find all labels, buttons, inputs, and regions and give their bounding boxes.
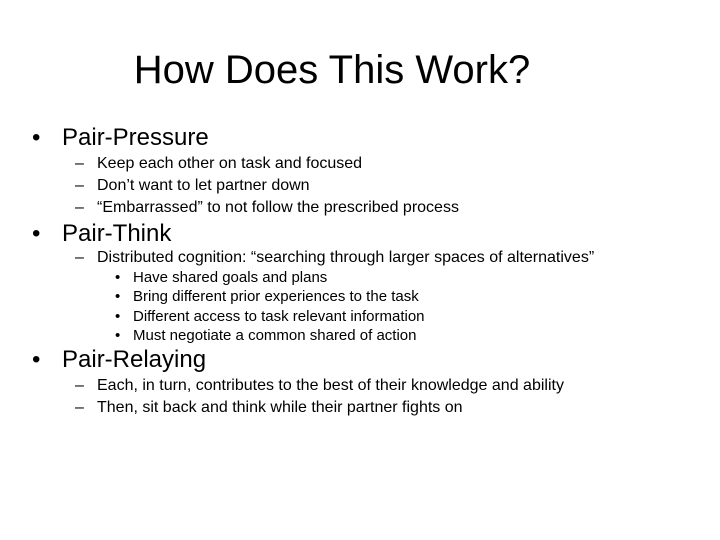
dash-icon: – [75,249,84,266]
bullet-icon: • [115,288,121,305]
sub-bullet [75,197,459,219]
sub-bullet-text: Don’t want to let partner down [97,177,310,194]
sub-bullet [75,247,594,269]
sub-bullet-text: Then, sit back and think while their partner fights on [97,399,463,416]
bullet-text: Pair-Pressure [62,124,209,151]
sub-sub-bullet [115,268,327,288]
sub-bullet [75,175,310,197]
dash-icon: – [75,399,84,416]
bullet-icon: • [32,220,41,247]
sub-sub-bullet-text: Have shared goals and plans [133,269,328,286]
sub-sub-bullet-text: Bring different prior experiences to the task [133,288,419,305]
slide-title: How Does This Work? [133,48,531,92]
bullet-icon: • [32,124,41,151]
sub-sub-bullet [115,287,419,307]
dash-icon: – [75,199,84,216]
sub-bullet-text: Distributed cognition: “searching through larger spaces of alternatives” [97,249,595,266]
sub-bullet [75,375,564,397]
dash-icon: – [75,177,84,194]
bullet-icon: • [115,308,121,325]
sub-bullet-text: Each, in turn, contributes to the best of their knowledge and ability [97,377,564,394]
bullet-pair-pressure [32,124,209,152]
sub-sub-bullet [115,326,417,346]
sub-sub-bullet-text: Must negotiate a common shared of action [133,327,417,344]
bullet-pair-relaying [32,346,206,374]
sub-sub-bullet-text: Different access to task relevant information [133,308,425,325]
bullet-icon: • [115,327,121,344]
bullet-pair-think [32,220,171,248]
sub-bullet [75,153,362,175]
dash-icon: – [75,155,84,172]
bullet-text: Pair-Relaying [62,346,207,373]
sub-bullet [75,397,463,419]
sub-bullet-text: Keep each other on task and focused [97,155,363,172]
bullet-icon: • [115,269,121,286]
bullet-text: Pair-Think [62,220,172,247]
dash-icon: – [75,377,84,394]
sub-bullet-text: “Embarrassed” to not follow the prescribed process [97,199,459,216]
bullet-icon: • [32,346,41,373]
sub-sub-bullet [115,307,425,327]
